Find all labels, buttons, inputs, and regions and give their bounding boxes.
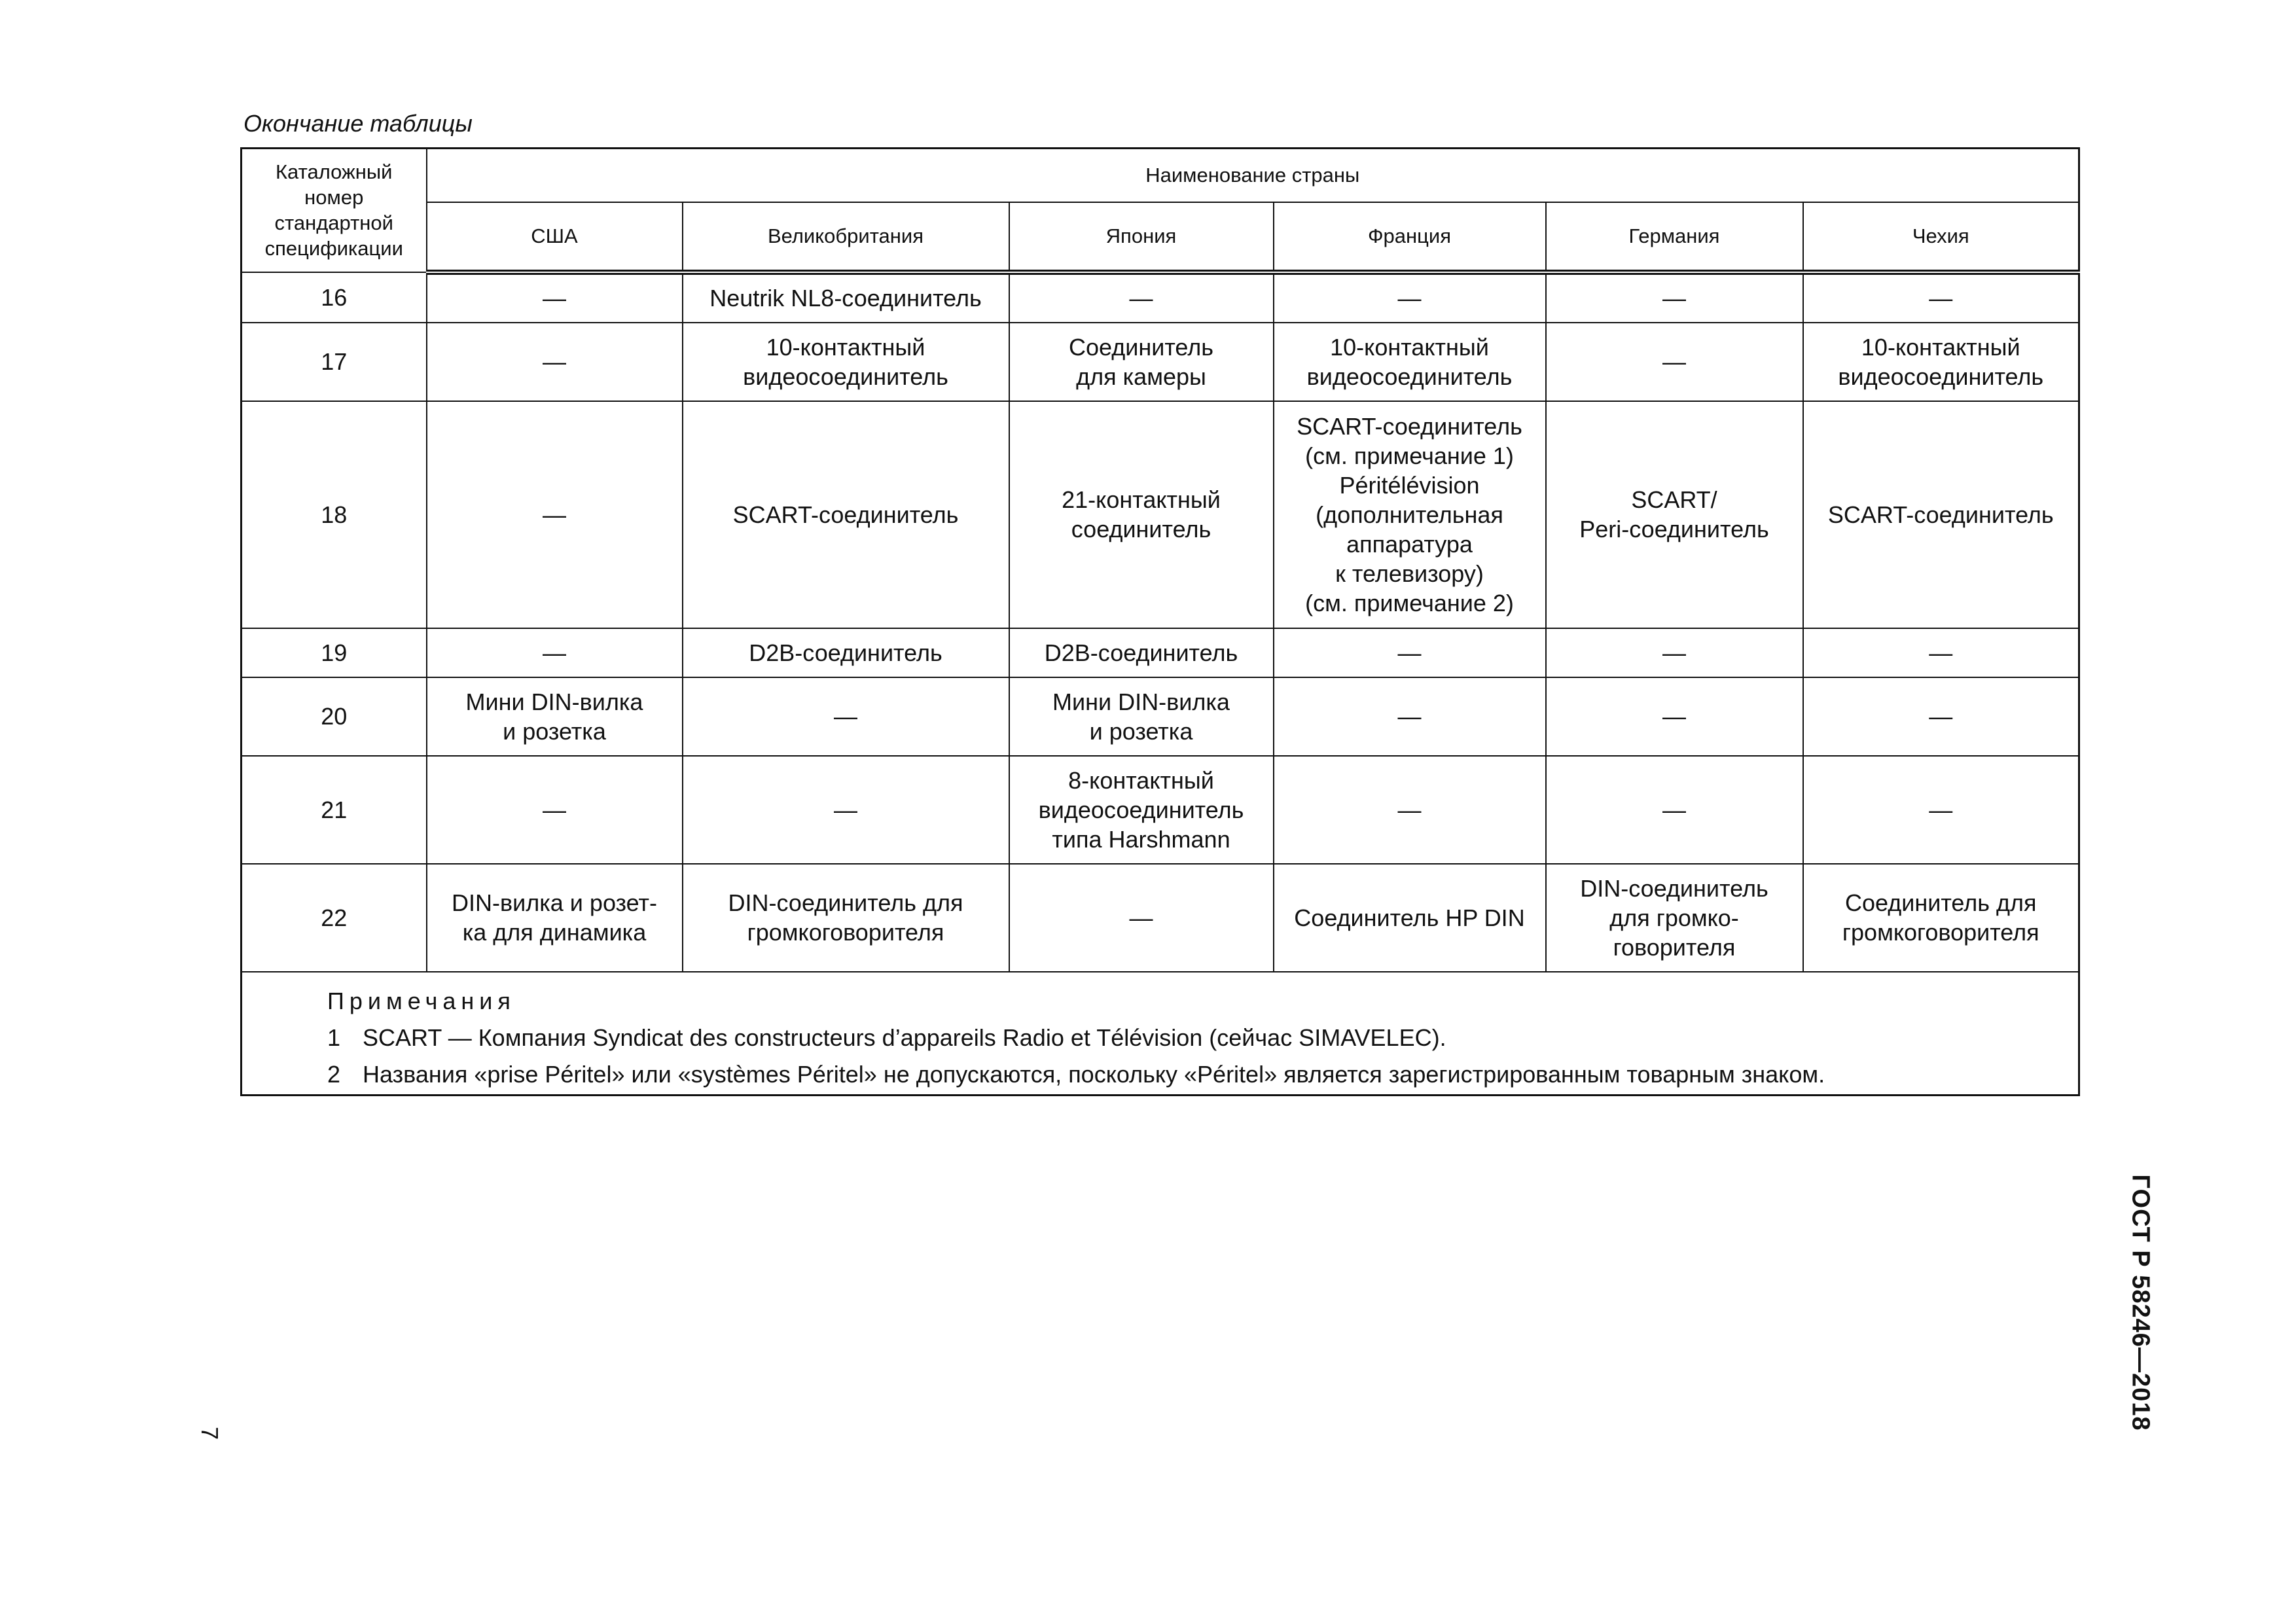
table-cell: DIN-вилка и розет- ка для динамика [427,864,683,972]
table-cell: Соединитель HP DIN [1274,864,1546,972]
table-cell: — [1803,272,2079,323]
header-country-uk: Великобритания [683,202,1009,272]
table-cell: — [1274,628,1546,677]
table-cell: SCART-соединитель (см. примечание 1) Péritélévision (дополнительная аппаратура к телевизору) (см. примечание 2) [1274,401,1546,628]
table-cell: — [683,756,1009,864]
table-row [242,864,2079,972]
table-cell: DIN-соединитель для громкоговорителя [683,864,1009,972]
table-cell: — [1274,272,1546,323]
table-cell: — [1546,677,1803,756]
table-continuation-caption: Окончание таблицы [243,110,473,137]
table-cell: — [1009,272,1274,323]
table-cell: — [1803,756,2079,864]
table-cell: Мини DIN-вилка и розетка [427,677,683,756]
table-row [242,323,2079,401]
table-cell: DIN-соединитель для громко- говорителя [1546,864,1803,972]
header-country-germany: Германия [1546,202,1803,272]
table-notes [242,972,2079,1096]
table-cell: — [427,323,683,401]
table-cell: 22 [242,864,427,972]
table-cell: 20 [242,677,427,756]
table-row [242,756,2079,864]
table-cell: 21-контактный соединитель [1009,401,1274,628]
header-country-france: Франция [1274,202,1546,272]
table-cell: D2B-соединитель [1009,628,1274,677]
table-cell: — [427,756,683,864]
header-country-czechia: Чехия [1803,202,2079,272]
header-country-japan: Япония [1009,202,1274,272]
page-number-text: 7 [196,1426,223,1440]
table-cell: Neutrik NL8-соединитель [683,272,1009,323]
table-cell: — [1803,677,2079,756]
header-country-usa: США [427,202,683,272]
table-row [242,677,2079,756]
note-number: 1 [327,1024,341,1051]
table-cell: — [427,628,683,677]
table-cell: — [1803,628,2079,677]
header-catalog-number: Каталожный номер стандартной спецификации [242,149,427,272]
table-cell: — [1274,677,1546,756]
table-cell: 10-контактный видеосоединитель [1274,323,1546,401]
table-cell: D2B-соединитель [683,628,1009,677]
connector-table [240,147,2080,1096]
note-text: SCART — Компания Syndicat des constructeurs d’appareils Radio et Télévision (сейчас SIMAVELEC). [363,1024,1446,1051]
table-cell: SCART/ Peri-соединитель [1546,401,1803,628]
table-cell: 18 [242,401,427,628]
note-number: 2 [327,1060,341,1088]
standard-code [2114,1165,2166,1440]
table-row [242,272,2079,323]
table-cell: 10-контактный видеосоединитель [1803,323,2079,401]
note-item [327,1020,2078,1056]
table-cell: 8-контактный видеосоединитель типа Harshmann [1009,756,1274,864]
table-cell: 10-контактный видеосоединитель [683,323,1009,401]
table-row [242,628,2079,677]
table-cell: 16 [242,272,427,323]
note-item [327,1056,2078,1093]
table-cell: — [1546,272,1803,323]
table-cell: — [1546,628,1803,677]
table-cell: Мини DIN-вилка и розетка [1009,677,1274,756]
table-cell: — [1546,756,1803,864]
standard-code-text: ГОСТ Р 58246—2018 [2126,1174,2155,1431]
notes-title: Примечания [327,987,516,1014]
table-row [242,401,2079,628]
table-notes-row [242,972,2079,1096]
table-cell: SCART-соединитель [1803,401,2079,628]
page-number [196,1414,223,1453]
table-cell: 17 [242,323,427,401]
header-country-group: Наименование страны [427,149,2079,202]
table-cell: — [683,677,1009,756]
table-cell: — [427,401,683,628]
note-text: Названия «prise Péritel» или «systèmes Péritel» не допускаются, поскольку «Péritel» является зарегистрированным товарным знаком. [363,1060,1825,1088]
table-cell: — [1546,323,1803,401]
table-cell: SCART-соединитель [683,401,1009,628]
table-cell: Соединитель для громкоговорителя [1803,864,2079,972]
table-cell: Соединитель для камеры [1009,323,1274,401]
table-cell: — [1274,756,1546,864]
table-cell: 21 [242,756,427,864]
table-cell: 19 [242,628,427,677]
table-cell: — [1009,864,1274,972]
table-cell: — [427,272,683,323]
